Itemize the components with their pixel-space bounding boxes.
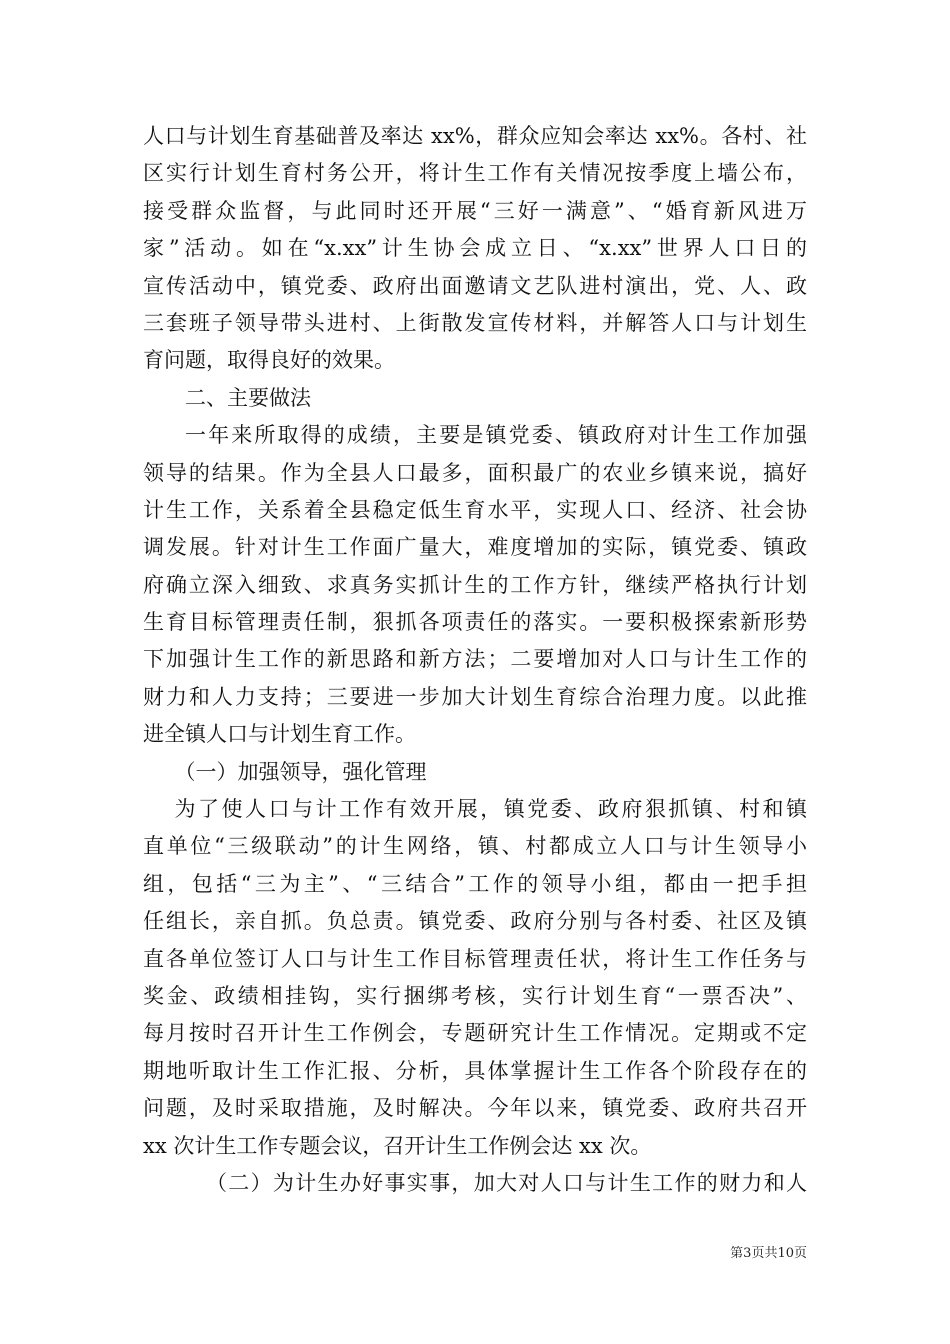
text-line: 接受群众监督，与此同时还开展“三好一满意”、“婚育新风进万 xyxy=(143,198,807,223)
text-line: 下加强计生工作的新思路和新方法；二要增加对人口与计生工作的 xyxy=(143,647,807,672)
text-line: 财力和人力支持；三要进一步加大计划生育综合治理力度。以此推 xyxy=(143,684,807,709)
text-line: 生育目标管理责任制，狠抓各项责任的落实。一要积极探索新形势 xyxy=(143,610,807,635)
text-line: 二、主要做法 xyxy=(185,385,311,410)
text-line: 一年来所取得的成绩，主要是镇党委、镇政府对计生工作加强 xyxy=(185,423,807,448)
text-line: （二）为计生办好事实事，加大对人口与计生工作的财力和人 xyxy=(206,1170,807,1195)
text-line: 为了使人口与计工作有效开展，镇党委、政府狠抓镇、村和镇 xyxy=(174,797,807,822)
page-number: 第3页共10页 xyxy=(730,1246,807,1261)
text-line: 家”活动。如在“x.xx”计生协会成立日、“x.xx”世界人口日的 xyxy=(143,236,807,261)
text-line: 宣传活动中，镇党委、政府出面邀请文艺队进村演出，党、人、政 xyxy=(143,273,807,298)
text-line: 调发展。针对计生工作面广量大，难度增加的实际，镇党委、镇政 xyxy=(143,535,807,560)
text-line: 进全镇人口与计划生育工作。 xyxy=(143,722,416,747)
text-line: 问题，及时采取措施，及时解决。今年以来，镇党委、政府共召开 xyxy=(143,1096,807,1121)
text-line: 每月按时召开计生工作例会，专题研究计生工作情况。定期或不定 xyxy=(143,1021,807,1046)
text-line: 奖金、政绩相挂钩，实行捆绑考核，实行计划生育“一票否决”、 xyxy=(143,983,807,1008)
text-line: 期地听取计生工作汇报、分析，具体掌握计生工作各个阶段存在的 xyxy=(143,1058,807,1083)
document-body xyxy=(143,118,807,1202)
text-line: 领导的结果。作为全县人口最多，面积最广的农业乡镇来说，搞好 xyxy=(143,460,807,485)
text-line: 计生工作，关系着全县稳定低生育水平，实现人口、经济、社会协 xyxy=(143,497,807,522)
text-line: 直各单位签订人口与计生工作目标管理责任状，将计生工作任务与 xyxy=(143,946,807,971)
text-line: 人口与计划生育基础普及率达 xx%，群众应知会率达 xx%。各村、社 xyxy=(143,124,807,148)
text-line: 组，包括“三为主”、“三结合”工作的领导小组，都由一把手担 xyxy=(143,871,807,896)
text-line: 区实行计划生育村务公开，将计生工作有关情况按季度上墙公布， xyxy=(143,161,807,186)
text-line: 府确立深入细致、求真务实抓计生的工作方针，继续严格执行计划 xyxy=(143,572,807,597)
text-line: 育问题，取得良好的效果。 xyxy=(143,348,395,373)
text-line: 三套班子领导带头进村、上街散发宣传材料，并解答人口与计划生 xyxy=(143,310,807,335)
text-line: （一）加强领导，强化管理 xyxy=(174,759,427,784)
text-line: 直单位“三级联动”的计生网络，镇、村都成立人口与计生领导小 xyxy=(143,834,807,859)
text-line: xx 次计生工作专题会议，召开计生工作例会达 xx 次。 xyxy=(143,1133,652,1158)
text-line: 任组长，亲自抓。负总责。镇党委、政府分别与各村委、社区及镇 xyxy=(143,909,807,934)
